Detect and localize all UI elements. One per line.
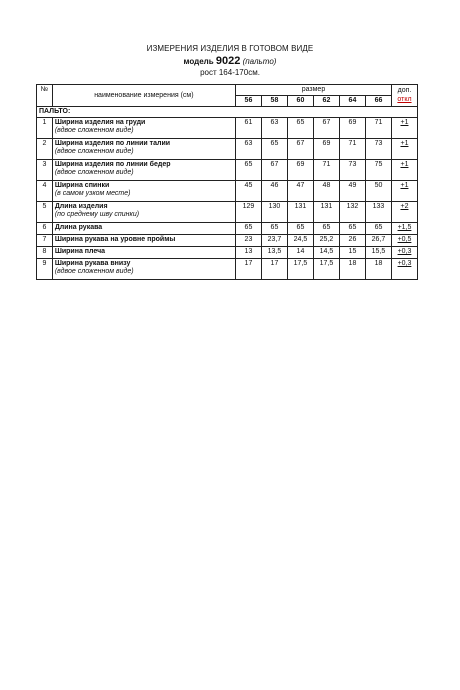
value-cell: 25,2 xyxy=(313,235,339,247)
table-row xyxy=(37,235,418,247)
model-label: модель xyxy=(183,57,214,66)
value-cell: 18 xyxy=(365,259,391,280)
row-number: 9 xyxy=(37,259,53,280)
table-row xyxy=(37,139,418,160)
value-cell: 49 xyxy=(339,181,365,202)
value-cell: 65 xyxy=(365,223,391,235)
tolerance-cell: +0,3 xyxy=(391,247,417,259)
measure-name-cell xyxy=(52,223,235,235)
measure-name-cell xyxy=(52,235,235,247)
value-cell: 15 xyxy=(339,247,365,259)
height-range: рост 164-170см. xyxy=(200,68,260,77)
model-line xyxy=(0,55,460,67)
value-cell: 65 xyxy=(339,223,365,235)
size-66: 66 xyxy=(365,96,391,107)
value-cell: 24,5 xyxy=(287,235,313,247)
value-cell: 45 xyxy=(235,181,261,202)
value-cell: 65 xyxy=(287,223,313,235)
value-cell: 46 xyxy=(261,181,287,202)
header-size: размер xyxy=(235,85,391,96)
measure-name: Ширина рукава на уровне проймы xyxy=(54,236,176,243)
row-number: 2 xyxy=(37,139,53,160)
measure-note: (вдвое сложенном виде) xyxy=(54,169,134,176)
value-cell: 61 xyxy=(235,118,261,139)
measure-name: Длина рукава xyxy=(54,224,103,231)
measure-name: Длина изделия xyxy=(54,203,108,210)
value-cell: 65 xyxy=(235,160,261,181)
measure-name: Ширина спинки xyxy=(54,182,110,189)
model-number: 9022 xyxy=(215,55,241,67)
value-cell: 131 xyxy=(313,202,339,223)
value-cell: 13,5 xyxy=(261,247,287,259)
tolerance-cell: +2 xyxy=(391,202,417,223)
tolerance-cell: +1 xyxy=(391,160,417,181)
model-type: (пальто) xyxy=(242,57,277,66)
value-cell: 14,5 xyxy=(313,247,339,259)
measurements-table xyxy=(36,84,418,280)
value-cell: 67 xyxy=(313,118,339,139)
measure-name-cell xyxy=(52,118,235,139)
header-measure-name: наименование измерения (см) xyxy=(52,85,235,107)
value-cell: 65 xyxy=(261,223,287,235)
document-title: ИЗМЕРЕНИЯ ИЗДЕЛИЯ В ГОТОВОМ ВИДЕ xyxy=(146,44,314,53)
measure-name-cell xyxy=(52,181,235,202)
tolerance-cell: +0,5 xyxy=(391,235,417,247)
header-tolerance xyxy=(391,85,417,107)
value-cell: 17 xyxy=(261,259,287,280)
tolerance-cell: +1 xyxy=(391,118,417,139)
value-cell: 71 xyxy=(339,139,365,160)
tolerance-label-bottom: откл xyxy=(397,96,412,103)
value-cell: 129 xyxy=(235,202,261,223)
measure-name: Ширина изделия по линии бедер xyxy=(54,161,171,168)
table-row xyxy=(37,223,418,235)
value-cell: 23,7 xyxy=(261,235,287,247)
value-cell: 75 xyxy=(365,160,391,181)
value-cell: 131 xyxy=(287,202,313,223)
table-row xyxy=(37,247,418,259)
tolerance-label-top: доп. xyxy=(397,87,412,94)
table-row xyxy=(37,118,418,139)
value-cell: 63 xyxy=(261,118,287,139)
value-cell: 26 xyxy=(339,235,365,247)
value-cell: 73 xyxy=(365,139,391,160)
value-cell: 23 xyxy=(235,235,261,247)
measure-name-cell xyxy=(52,160,235,181)
value-cell: 71 xyxy=(313,160,339,181)
value-cell: 133 xyxy=(365,202,391,223)
value-cell: 65 xyxy=(313,223,339,235)
value-cell: 50 xyxy=(365,181,391,202)
value-cell: 73 xyxy=(339,160,365,181)
measure-note: (вдвое сложенном виде) xyxy=(54,268,134,275)
size-56: 56 xyxy=(235,96,261,107)
header-number: № xyxy=(37,85,53,107)
measure-name: Ширина рукава внизу xyxy=(54,260,131,267)
row-number: 4 xyxy=(37,181,53,202)
value-cell: 65 xyxy=(261,139,287,160)
value-cell: 18 xyxy=(339,259,365,280)
value-cell: 65 xyxy=(235,223,261,235)
value-cell: 130 xyxy=(261,202,287,223)
measure-note: (по среднему шву спинки) xyxy=(54,211,140,218)
measure-name: Ширина изделия на груди xyxy=(54,119,146,126)
size-58: 58 xyxy=(261,96,287,107)
value-cell: 15,5 xyxy=(365,247,391,259)
row-number: 5 xyxy=(37,202,53,223)
size-62: 62 xyxy=(313,96,339,107)
tolerance-cell: +1 xyxy=(391,181,417,202)
value-cell: 17,5 xyxy=(313,259,339,280)
table-row xyxy=(37,160,418,181)
measure-note: (вдвое сложенном виде) xyxy=(54,127,134,134)
measure-name-cell xyxy=(52,259,235,280)
tolerance-cell: +0,3 xyxy=(391,259,417,280)
table-row xyxy=(37,202,418,223)
value-cell: 17,5 xyxy=(287,259,313,280)
measure-name-cell xyxy=(52,202,235,223)
value-cell: 69 xyxy=(287,160,313,181)
row-number: 1 xyxy=(37,118,53,139)
row-number: 6 xyxy=(37,223,53,235)
section-title: ПАЛЬТО: xyxy=(37,107,236,118)
row-number: 7 xyxy=(37,235,53,247)
value-cell: 67 xyxy=(261,160,287,181)
value-cell: 69 xyxy=(339,118,365,139)
measure-note: (в самом узком месте) xyxy=(54,190,131,197)
value-cell: 13 xyxy=(235,247,261,259)
value-cell: 17 xyxy=(235,259,261,280)
table-row xyxy=(37,259,418,280)
value-cell: 63 xyxy=(235,139,261,160)
table-row xyxy=(37,181,418,202)
value-cell: 71 xyxy=(365,118,391,139)
measure-name: Ширина изделия по линии талии xyxy=(54,140,171,147)
value-cell: 26,7 xyxy=(365,235,391,247)
value-cell: 47 xyxy=(287,181,313,202)
size-60: 60 xyxy=(287,96,313,107)
value-cell: 67 xyxy=(287,139,313,160)
value-cell: 14 xyxy=(287,247,313,259)
value-cell: 65 xyxy=(287,118,313,139)
tolerance-cell: +1,5 xyxy=(391,223,417,235)
row-number: 3 xyxy=(37,160,53,181)
measure-name-cell xyxy=(52,247,235,259)
row-number: 8 xyxy=(37,247,53,259)
value-cell: 69 xyxy=(313,139,339,160)
measure-note: (вдвое сложенном виде) xyxy=(54,148,134,155)
size-64: 64 xyxy=(339,96,365,107)
value-cell: 132 xyxy=(339,202,365,223)
measure-name-cell xyxy=(52,139,235,160)
value-cell: 48 xyxy=(313,181,339,202)
tolerance-cell: +1 xyxy=(391,139,417,160)
measure-name: Ширина плеча xyxy=(54,248,106,255)
